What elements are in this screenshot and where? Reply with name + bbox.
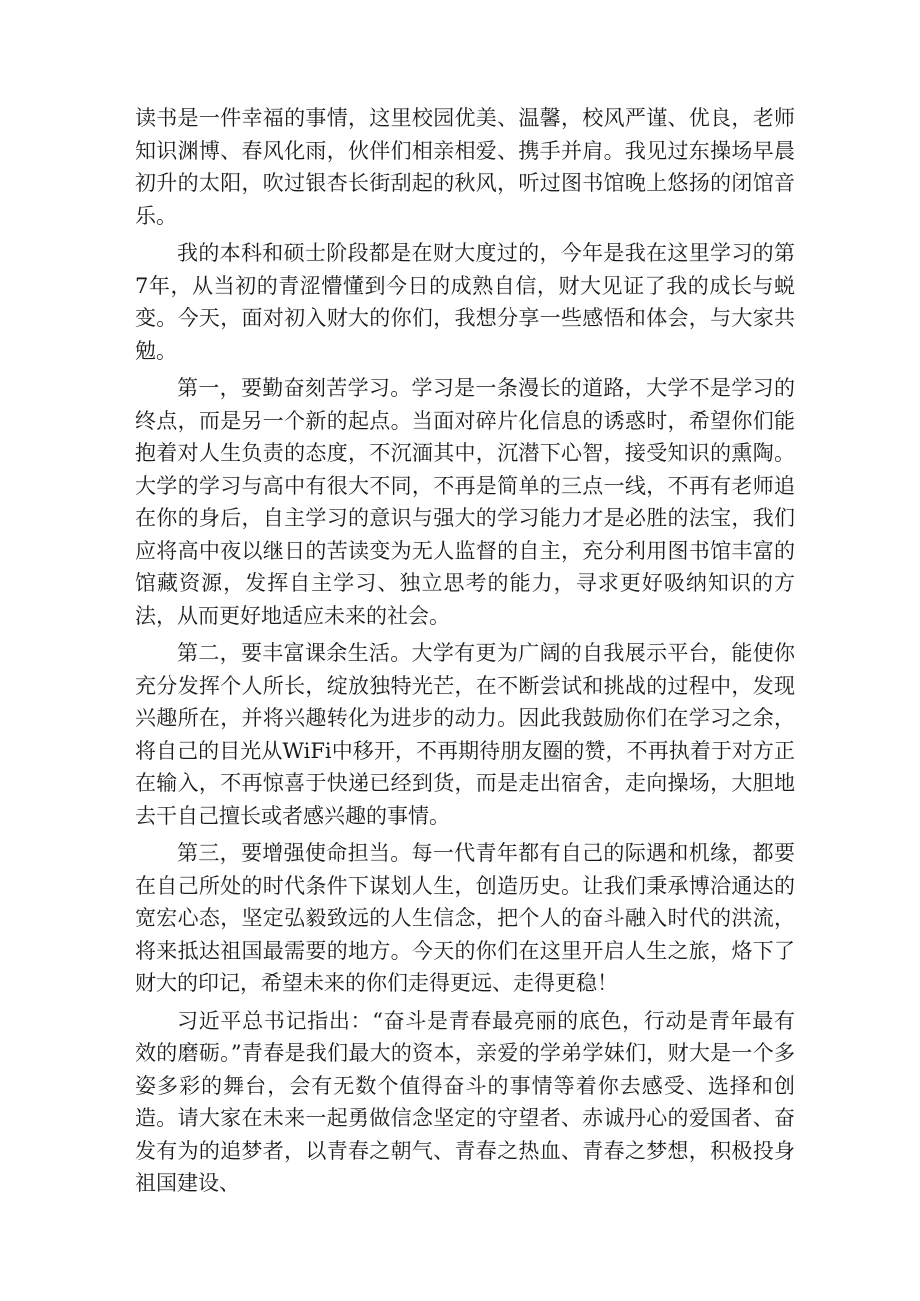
paragraph-6: 习近平总书记指出：“奋斗是青春最亮丽的底色，行动是青年最有效的磨砺。”青春是我们最大的资本，亲爱的学弟学妹们，财大是一个多姿多彩的舞台，会有无数个值得奋斗的事情等着你去感受、选择和创造。请大家在未来一起勇做信念坚定的守望者、赤诚丹心的爱国者、奋发有为的追梦者，以青春之朝气、青春之热血、青春之梦想，积极投身祖国建设、 [135, 1008, 795, 1195]
document-body [135, 102, 795, 1205]
paragraph-3: 第一，要勤奋刻苦学习。学习是一条漫长的道路，大学不是学习的终点，而是另一个新的起点。当面对碎片化信息的诱惑时，希望你们能抱着对人生负责的态度，不沉湎其中，沉潜下心智，接受知识的熏陶。大学的学习与高中有很大不同，不再是简单的三点一线，不再有老师追在你的身后，自主学习的意识与强大的学习能力才是必胜的法宝，我们应将高中夜以继日的苦读变为无人监督的自主，充分利用图书馆丰富的馆藏资源，发挥自主学习、独立思考的能力，寻求更好吸纳知识的方法，从而更好地适应未来的社会。 [135, 376, 795, 628]
paragraph-1: 读书是一件幸福的事情，这里校园优美、温馨，校风严谨、优良，老师知识渊博、春风化雨，伙伴们相亲相爱、携手并肩。我见过东操场早晨初升的太阳，吹过银杏长街刮起的秋风，听过图书馆晚上悠扬的闭馆音乐。 [135, 106, 795, 228]
paragraph-5: 第三，要增强使命担当。每一代青年都有自己的际遇和机缘，都要在自己所处的时代条件下谋划人生，创造历史。让我们秉承博洽通达的宽宏心态，坚定弘毅致远的人生信念，把个人的奋斗融入时代的洪流，将来抵达祖国最需要的地方。今天的你们在这里开启人生之旅，烙下了财大的印记，希望未来的你们走得更远、走得更稳！ [135, 841, 795, 995]
paragraph-2: 我的本科和硕士阶段都是在财大度过的，今年是我在这里学习的第7年，从当初的青涩懵懂到今日的成熟自信，财大见证了我的成长与蜕变。今天，面对初入财大的你们，我想分享一些感悟和体会，与大家共勉。 [135, 241, 795, 363]
paragraph-4: 第二，要丰富课余生活。大学有更为广阔的自我展示平台，能使你充分发挥个人所长，绽放独特光芒，在不断尝试和挑战的过程中，发现兴趣所在，并将兴趣转化为进步的动力。因此我鼓励你们在学习之余，将自己的目光从WiFi中移开，不再期待朋友圈的赞，不再执着于对方正在输入，不再惊喜于快递已经到货，而是走出宿舍，走向操场，大胆地去干自己擅长或者感兴趣的事情。 [135, 641, 795, 828]
